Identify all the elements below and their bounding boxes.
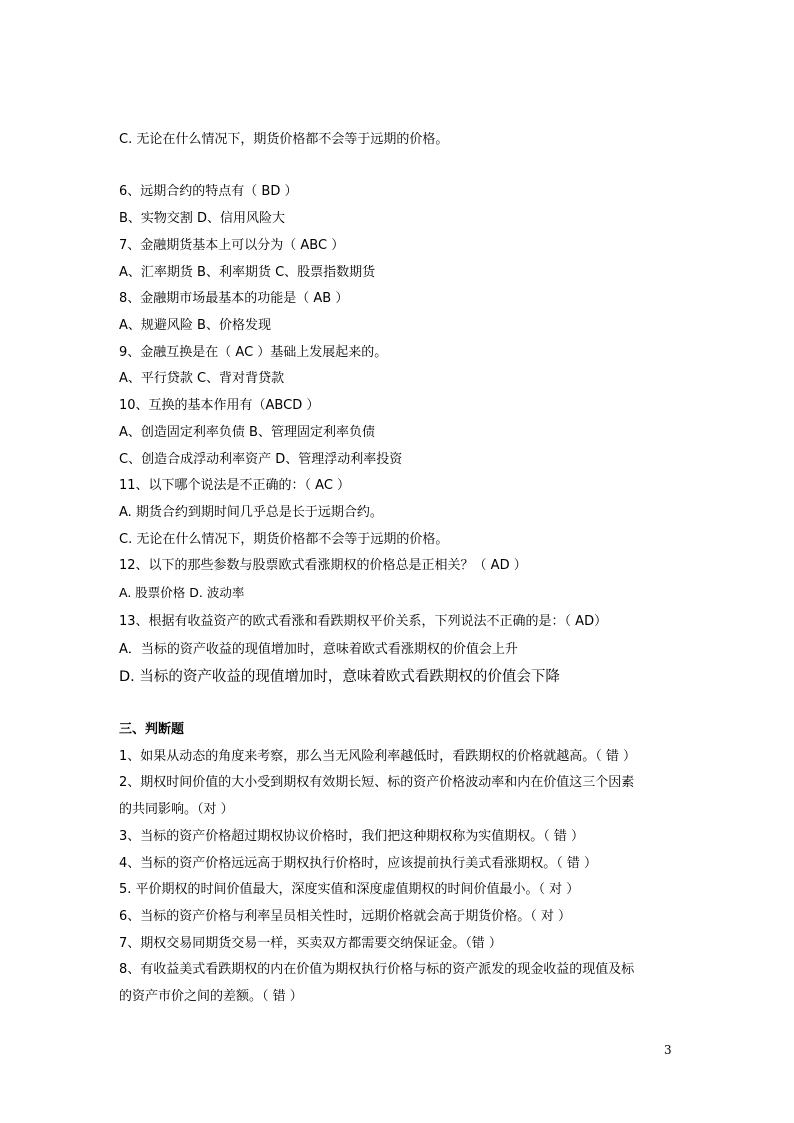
answer-options: A、规避风险 B、价格发现	[119, 318, 271, 333]
question-10: 10、互换的基本作用有（ABCD ）	[119, 398, 320, 413]
judgment-8: 8、有收益美式看跌期权的内在价值为期权执行价格与标的资产派发的现金收益的现值及标	[119, 962, 635, 977]
section-heading: 三、判断题	[119, 722, 185, 737]
answer-options: C、创造合成浮动利率资产 D、管理浮动利率投资	[119, 452, 403, 467]
answer-options: A、汇率期货 B、利率期货 C、股票指数期货	[119, 265, 376, 280]
text-line: C. 无论在什么情况下，期货价格都不会等于远期的价格。	[119, 132, 449, 147]
question-12: 12、以下的那些参数与股票欧式看涨期权的价格总是正相关？（ AD ）	[119, 558, 527, 573]
question-7: 7、金融期货基本上可以分为（ ABC ）	[119, 238, 345, 253]
judgment-8-continued: 的资产市价之间的差额。（ 错 ）	[119, 989, 303, 1004]
answer-options: A. 股票价格 D. 波动率	[119, 585, 245, 600]
judgment-4: 4、当标的资产价格远远高于期权执行价格时，应该提前执行美式看涨期权。（ 错 ）	[119, 856, 598, 871]
question-13: 13、根据有收益资产的欧式看涨和看跌期权平价关系，下列说法不正确的是：（ AD）	[119, 614, 608, 629]
judgment-1: 1、如果从动态的角度来考察，那么当无风险利率越低时，看跌期权的价格就越高。（ 错 ）	[119, 749, 637, 764]
judgment-5: 5. 平价期权的时间价值最大，深度实值和深度虚值期权的时间价值最小。（ 对 ）	[119, 882, 580, 897]
answer-options: A. 期货合约到期时间几乎总是长于远期合约。	[119, 505, 383, 520]
answer-options: A、创造固定利率负债 B、管理固定利率负债	[119, 425, 375, 440]
answer-options: A、平行贷款 C、背对背贷款	[119, 371, 285, 386]
question-11: 11、以下哪个说法是不正确的：（ AC ）	[119, 478, 351, 493]
judgment-2: 2、期权时间价值的大小受到期权有效期长短、标的资产价格波动率和内在价值这三个因素	[119, 775, 635, 790]
question-8: 8、金融期市场最基本的功能是（ AB ）	[119, 291, 349, 306]
judgment-6: 6、当标的资产价格与利率呈员相关性时，远期价格就会高于期货价格。（ 对 ）	[119, 909, 572, 924]
answer-options: C. 无论在什么情况下，期货价格都不会等于远期的价格。	[119, 532, 449, 547]
page-number: 3	[664, 1043, 672, 1057]
answer-options: D. 当标的资产收益的现值增加时，意味着欧式看跌期权的价值会下降	[119, 669, 560, 685]
judgment-7: 7、期权交易同期货交易一样，买卖双方都需要交纳保证金。（错 ）	[119, 936, 502, 951]
judgment-3: 3、当标的资产价格超过期权协议价格时，我们把这种期权称为实值期权。（ 错 ）	[119, 829, 585, 844]
question-6: 6、远期合约的特点有（ BD ）	[119, 184, 298, 199]
question-9: 9、金融互换是在（ AC ）基础上发展起来的。	[119, 345, 388, 360]
answer-options: B、实物交割 D、信用风险大	[119, 211, 286, 226]
judgment-2-continued: 的共同影响。（对 ）	[119, 802, 234, 817]
answer-options: A．当标的资产收益的现值增加时，意味着欧式看涨期权的价值会上升	[119, 642, 518, 657]
